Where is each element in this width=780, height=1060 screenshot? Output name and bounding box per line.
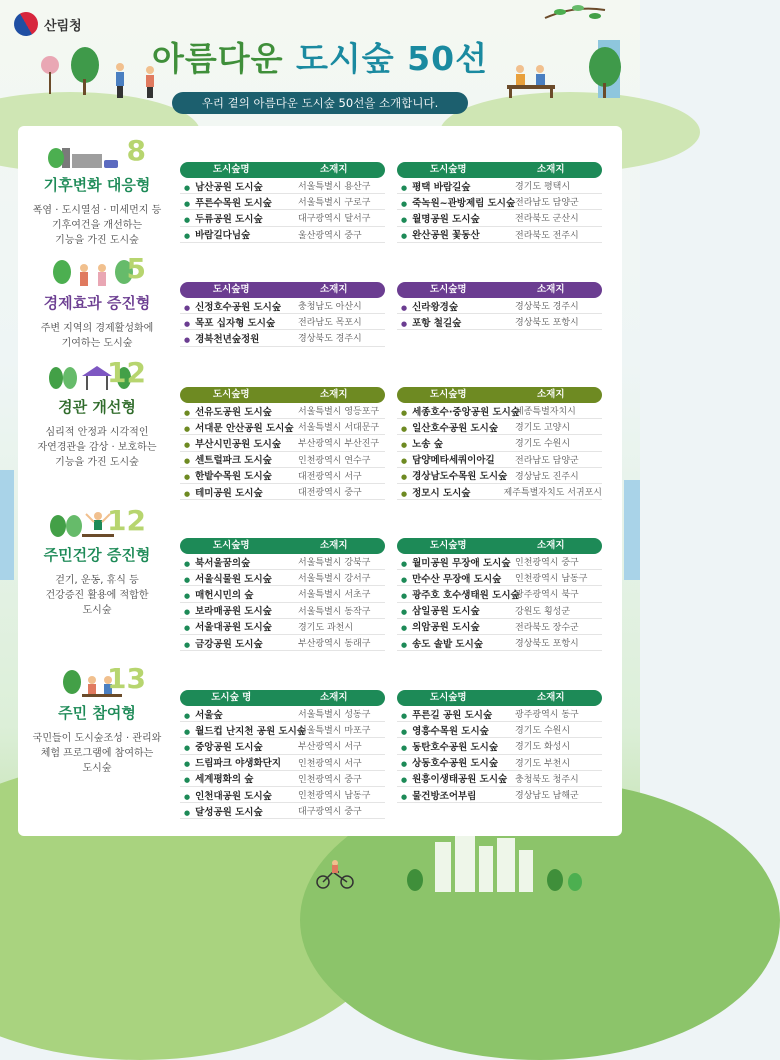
category-block <box>22 504 172 618</box>
table-row <box>180 227 385 243</box>
forest-location: 전라남도 담양군 <box>515 455 579 466</box>
table-row <box>180 603 385 619</box>
table-row <box>180 435 385 451</box>
description-line: 체험 프로그램에 참여하는 <box>40 748 154 759</box>
forest-name: ● 일산호수공원 도시숲 <box>397 420 515 434</box>
forest-location: 부산광역시 부산진구 <box>298 439 380 450</box>
table-row <box>180 468 385 484</box>
table-row <box>180 210 385 226</box>
table-row <box>180 635 385 651</box>
table-header <box>180 282 385 298</box>
table-row <box>180 706 385 722</box>
table-row <box>397 706 602 722</box>
forest-location: 전라북도 전주시 <box>515 230 579 241</box>
description-line: 기능을 가진 도시숲 <box>55 457 139 468</box>
column-header-location: 소재지 <box>536 389 565 400</box>
category-block <box>22 252 172 351</box>
header <box>0 0 640 125</box>
forest-location: 충청북도 청주시 <box>515 774 579 785</box>
table-row <box>180 419 385 435</box>
table-row <box>180 755 385 771</box>
table-header <box>397 387 602 403</box>
table-row <box>397 619 602 635</box>
table-row <box>397 755 602 771</box>
forest-location: 서울특별시 구로구 <box>298 198 371 209</box>
table-row <box>397 194 602 210</box>
forest-name: ● 센트럴파크 도시숲 <box>180 452 298 466</box>
table-row <box>180 586 385 602</box>
forest-name: ● 월명공원 도시숲 <box>397 211 515 225</box>
forest-gazebo-icon <box>42 356 152 392</box>
forest-name: ● 푸른길 공원 도시숲 <box>397 707 515 721</box>
forest-name: ● 바람길다님숲 <box>180 227 298 241</box>
description-line: 자연경관을 감상 · 보호하는 <box>37 442 157 453</box>
subtitle-banner: 우리 곁의 아름다운 도시숲 50선을 소개합니다. <box>172 92 468 114</box>
gardening-people-icon <box>42 662 152 698</box>
forest-name: ● 삼일공원 도시숲 <box>397 603 515 617</box>
forest-name: ● 세계평화의 숲 <box>180 771 298 785</box>
column-header-name: 도시숲 명 <box>211 692 252 703</box>
forest-name: ● 경상남도수목원 도시숲 <box>397 468 515 482</box>
shopping-people-icon <box>42 252 152 288</box>
forest-location: 부산광역시 동래구 <box>298 639 371 650</box>
exercise-person-icon <box>42 504 152 540</box>
column-header-location: 소재지 <box>319 389 348 400</box>
forest-table-right <box>397 162 602 243</box>
forest-name: ● 포항 철길숲 <box>397 315 515 329</box>
city-skyline-illustration <box>395 832 595 892</box>
description-line: 심리적 안정과 시각적인 <box>45 427 149 438</box>
table-row <box>180 619 385 635</box>
forest-name: ● 북서울꿈의숲 <box>180 555 298 569</box>
description-line: 도시숲 <box>82 605 112 616</box>
category-count: 8 <box>126 134 146 167</box>
forest-location: 광주광역시 동구 <box>515 710 579 721</box>
table-row <box>180 330 385 346</box>
forest-location: 충청남도 아산시 <box>298 302 362 313</box>
forest-location: 강원도 횡성군 <box>515 606 571 617</box>
forest-table-right <box>397 538 602 651</box>
category-title: 기후변화 대응형 <box>43 176 151 194</box>
description-line: 도시숲 <box>82 763 112 774</box>
table-row <box>180 570 385 586</box>
column-header-name: 도시숲명 <box>429 692 467 703</box>
forest-location: 대전광역시 중구 <box>298 488 362 499</box>
category-description <box>22 203 172 248</box>
table-row <box>397 403 602 419</box>
table-row <box>397 298 602 314</box>
description-line: 국민들이 도시숲조성 · 관리와 <box>32 733 162 744</box>
title-part2: 도시숲 50선 <box>296 39 488 78</box>
forest-name: ● 월미공원 무장애 도시숲 <box>397 555 515 569</box>
forest-location: 인천광역시 서구 <box>298 758 362 769</box>
forest-location: 인천광역시 중구 <box>298 774 362 785</box>
table-row <box>180 738 385 754</box>
forest-name: ● 경북천년숲정원 <box>180 331 298 345</box>
forest-location: 경상남도 진주시 <box>515 471 579 482</box>
category-title: 주민건강 증진형 <box>43 546 151 564</box>
forest-table-right <box>397 387 602 500</box>
forest-location: 경기도 과천시 <box>298 622 354 633</box>
forest-name: ● 만수산 무장애 도시숲 <box>397 571 515 585</box>
table-row <box>180 194 385 210</box>
table-header <box>180 690 385 706</box>
category-count: 5 <box>126 252 146 285</box>
forest-location: 경기도 평택시 <box>515 182 571 193</box>
forest-location: 인천광역시 연수구 <box>298 455 371 466</box>
table-header <box>397 538 602 554</box>
table-row <box>180 452 385 468</box>
column-header-name: 도시숲명 <box>429 389 467 400</box>
forest-name: ● 영흥수목원 도시숲 <box>397 723 515 737</box>
forest-name: ● 부산시민공원 도시숲 <box>180 436 298 450</box>
table-row <box>397 178 602 194</box>
category-block <box>22 356 172 470</box>
forest-location: 인천광역시 남동구 <box>298 791 371 802</box>
column-header-name: 도시숲명 <box>212 389 250 400</box>
description-line: 기여하는 도시숲 <box>61 338 133 349</box>
table-header <box>397 690 602 706</box>
forest-location: 대구광역시 달서구 <box>298 214 371 225</box>
forest-location: 인천광역시 남동구 <box>515 574 588 585</box>
forest-location: 전라남도 목포시 <box>298 318 362 329</box>
forest-name: ● 드림파크 야생화단지 <box>180 755 298 769</box>
description-line: 건강증진 활용에 적합한 <box>45 590 149 601</box>
table-row <box>397 419 602 435</box>
forest-table-left <box>180 162 385 243</box>
forest-location: 전라북도 장수군 <box>515 622 579 633</box>
column-header-location: 소재지 <box>536 284 565 295</box>
forest-name: ● 남산공원 도시숲 <box>180 179 298 193</box>
table-row <box>397 738 602 754</box>
table-header <box>180 387 385 403</box>
column-header-location: 소재지 <box>319 692 348 703</box>
forest-location: 대전광역시 서구 <box>298 471 362 482</box>
title-part1: 아름다운 <box>152 39 297 78</box>
forest-location: 경상북도 경주시 <box>515 302 579 313</box>
column-header-name: 도시숲명 <box>212 540 250 551</box>
table-row <box>180 771 385 787</box>
table-row <box>397 227 602 243</box>
forest-location: 전라남도 담양군 <box>515 198 579 209</box>
forest-location: 경기도 화성시 <box>515 742 571 753</box>
category-description <box>22 573 172 618</box>
table-header <box>397 282 602 298</box>
column-header-location: 소재지 <box>319 164 348 175</box>
forest-name: ● 송도 솔밭 도시숲 <box>397 636 515 650</box>
table-row <box>397 484 602 500</box>
table-row <box>397 210 602 226</box>
category-block <box>22 134 172 248</box>
table-row <box>180 554 385 570</box>
forest-name: ● 담양메타세쿼이아길 <box>397 452 515 466</box>
column-header-name: 도시숲명 <box>429 540 467 551</box>
forest-location: 전라북도 군산시 <box>515 214 579 225</box>
table-row <box>180 403 385 419</box>
page-title <box>0 33 640 80</box>
forest-location: 경기도 고양시 <box>515 423 571 434</box>
forest-location: 경상남도 남해군 <box>515 791 579 802</box>
factory-cars-icon <box>42 134 152 170</box>
table-row <box>180 787 385 803</box>
category-count: 12 <box>107 356 146 389</box>
column-header-name: 도시숲명 <box>212 284 250 295</box>
forest-name: ● 상동호수공원 도시숲 <box>397 755 515 769</box>
forest-location: 서울특별시 성동구 <box>298 710 371 721</box>
forest-location: 서울특별시 강서구 <box>298 574 371 585</box>
table-row <box>397 314 602 330</box>
table-row <box>397 452 602 468</box>
forest-name: ● 죽녹원~관방제림 도시숲 <box>397 195 515 209</box>
category-count: 12 <box>107 504 146 537</box>
forest-name: ● 광주호 호수생태원 도시숲 <box>397 587 515 601</box>
table-row <box>397 787 602 803</box>
description-line: 주변 지역의 경제활성화에 <box>40 323 154 334</box>
table-row <box>180 484 385 500</box>
forest-location: 대구광역시 중구 <box>298 807 362 818</box>
category-description <box>22 731 172 776</box>
forest-location: 경기도 부천시 <box>515 758 571 769</box>
forest-location: 세종특별자치시 <box>515 407 576 418</box>
category-block <box>22 662 172 776</box>
forest-location: 서울특별시 강북구 <box>298 558 371 569</box>
forest-name: ● 정모시 도시숲 <box>397 485 504 499</box>
forest-name: ● 원흥이생태공원 도시숲 <box>397 771 515 785</box>
forest-location: 경기도 수원시 <box>515 439 571 450</box>
logo-text: 산림청 <box>44 18 82 34</box>
forest-location: 제주특별자치도 서귀포시 <box>503 488 602 499</box>
table-row <box>397 435 602 451</box>
forest-name: ● 신라왕경숲 <box>397 299 515 313</box>
table-row <box>397 635 602 651</box>
column-header-name: 도시숲명 <box>212 164 250 175</box>
forest-location: 부산광역시 서구 <box>298 742 362 753</box>
forest-name: ● 보라매공원 도시숲 <box>180 603 298 617</box>
table-row <box>180 722 385 738</box>
forest-name: ● 세종호수·중앙공원 도시숲 <box>397 404 515 418</box>
table-row <box>180 178 385 194</box>
category-title: 경제효과 증진형 <box>43 294 151 312</box>
forest-name: ● 서대문 안산공원 도시숲 <box>180 420 298 434</box>
forest-location: 서울특별시 동작구 <box>298 606 371 617</box>
forest-name: ● 노송 숲 <box>397 436 515 450</box>
table-header <box>180 538 385 554</box>
forest-name: ● 두류공원 도시숲 <box>180 211 298 225</box>
table-row <box>397 603 602 619</box>
building-right <box>624 480 640 580</box>
forest-location: 인천광역시 중구 <box>515 558 579 569</box>
forest-name: ● 서울숲 <box>180 707 298 721</box>
table-row <box>180 298 385 314</box>
forest-table-left <box>180 282 385 347</box>
forest-name: ● 물건방조어부림 <box>397 788 515 802</box>
forest-name: ● 서울대공원 도시숲 <box>180 619 298 633</box>
table-row <box>397 468 602 484</box>
forest-name: ● 푸른수목원 도시숲 <box>180 195 298 209</box>
table-row <box>397 586 602 602</box>
table-row <box>397 722 602 738</box>
forest-location: 서울특별시 영등포구 <box>298 407 380 418</box>
forest-name: ● 중앙공원 도시숲 <box>180 739 298 753</box>
column-header-location: 소재지 <box>536 164 565 175</box>
table-row <box>397 771 602 787</box>
category-count: 13 <box>107 662 146 695</box>
forest-location: 경기도 수원시 <box>515 726 571 737</box>
forest-table-right <box>397 282 602 330</box>
forest-location: 경상북도 포항시 <box>515 318 579 329</box>
forest-name: ● 완산공원 꽃동산 <box>397 227 515 241</box>
building-left <box>0 470 14 580</box>
forest-location: 경상북도 포항시 <box>515 639 579 650</box>
category-title: 경관 개선형 <box>58 398 136 416</box>
category-description <box>22 321 172 351</box>
column-header-location: 소재지 <box>319 284 348 295</box>
column-header-location: 소재지 <box>536 692 565 703</box>
table-row <box>397 554 602 570</box>
forest-location: 서울특별시 용산구 <box>298 182 371 193</box>
description-line: 걷기, 운동, 휴식 등 <box>55 575 139 586</box>
forest-location: 서울특별시 서대문구 <box>298 423 380 434</box>
forest-table-right <box>397 690 602 803</box>
forest-name: ● 목포 십자형 도시숲 <box>180 315 298 329</box>
table-row <box>180 314 385 330</box>
forest-location: 서울특별시 마포구 <box>298 726 371 737</box>
forest-table-left <box>180 387 385 500</box>
forest-name: ● 신정호수공원 도시숲 <box>180 299 298 313</box>
forest-location: 서울특별시 서초구 <box>298 590 371 601</box>
table-header <box>180 162 385 178</box>
forest-name: ● 서울식물원 도시숲 <box>180 571 298 585</box>
forest-name: ● 동탄호수공원 도시숲 <box>397 739 515 753</box>
forest-name: ● 매헌시민의 숲 <box>180 587 298 601</box>
description-line: 기능을 가진 도시숲 <box>55 235 139 246</box>
forest-table-left <box>180 538 385 651</box>
column-header-name: 도시숲명 <box>429 164 467 175</box>
description-line: 폭염 · 도시열섬 · 미세먼지 등 <box>32 205 162 216</box>
column-header-location: 소재지 <box>536 540 565 551</box>
forest-location: 경상북도 경주시 <box>298 334 362 345</box>
forest-name: ● 달성공원 도시숲 <box>180 804 298 818</box>
table-header <box>397 162 602 178</box>
category-title: 주민 참여형 <box>58 704 136 722</box>
forest-location: 울산광역시 중구 <box>298 230 362 241</box>
column-header-name: 도시숲명 <box>429 284 467 295</box>
column-header-location: 소재지 <box>319 540 348 551</box>
forest-name: ● 선유도공원 도시숲 <box>180 404 298 418</box>
forest-name: ● 평택 바람길숲 <box>397 179 515 193</box>
forest-location: 광주광역시 북구 <box>515 590 579 601</box>
forest-name: ● 한밭수목원 도시숲 <box>180 468 298 482</box>
forest-name: ● 의암공원 도시숲 <box>397 619 515 633</box>
forest-name: ● 월드컵 난지천 공원 도시숲 <box>180 723 298 737</box>
forest-name: ● 테미공원 도시숲 <box>180 485 298 499</box>
bicycle-rider-illustration <box>315 860 355 890</box>
forest-name: ● 금강공원 도시숲 <box>180 636 298 650</box>
category-description <box>22 425 172 470</box>
forest-name: ● 인천대공원 도시숲 <box>180 788 298 802</box>
forest-table-left <box>180 690 385 819</box>
leaf-branch-illustration <box>540 0 610 30</box>
description-line: 기후여건을 개선하는 <box>51 220 143 231</box>
table-row <box>180 803 385 819</box>
table-row <box>397 570 602 586</box>
